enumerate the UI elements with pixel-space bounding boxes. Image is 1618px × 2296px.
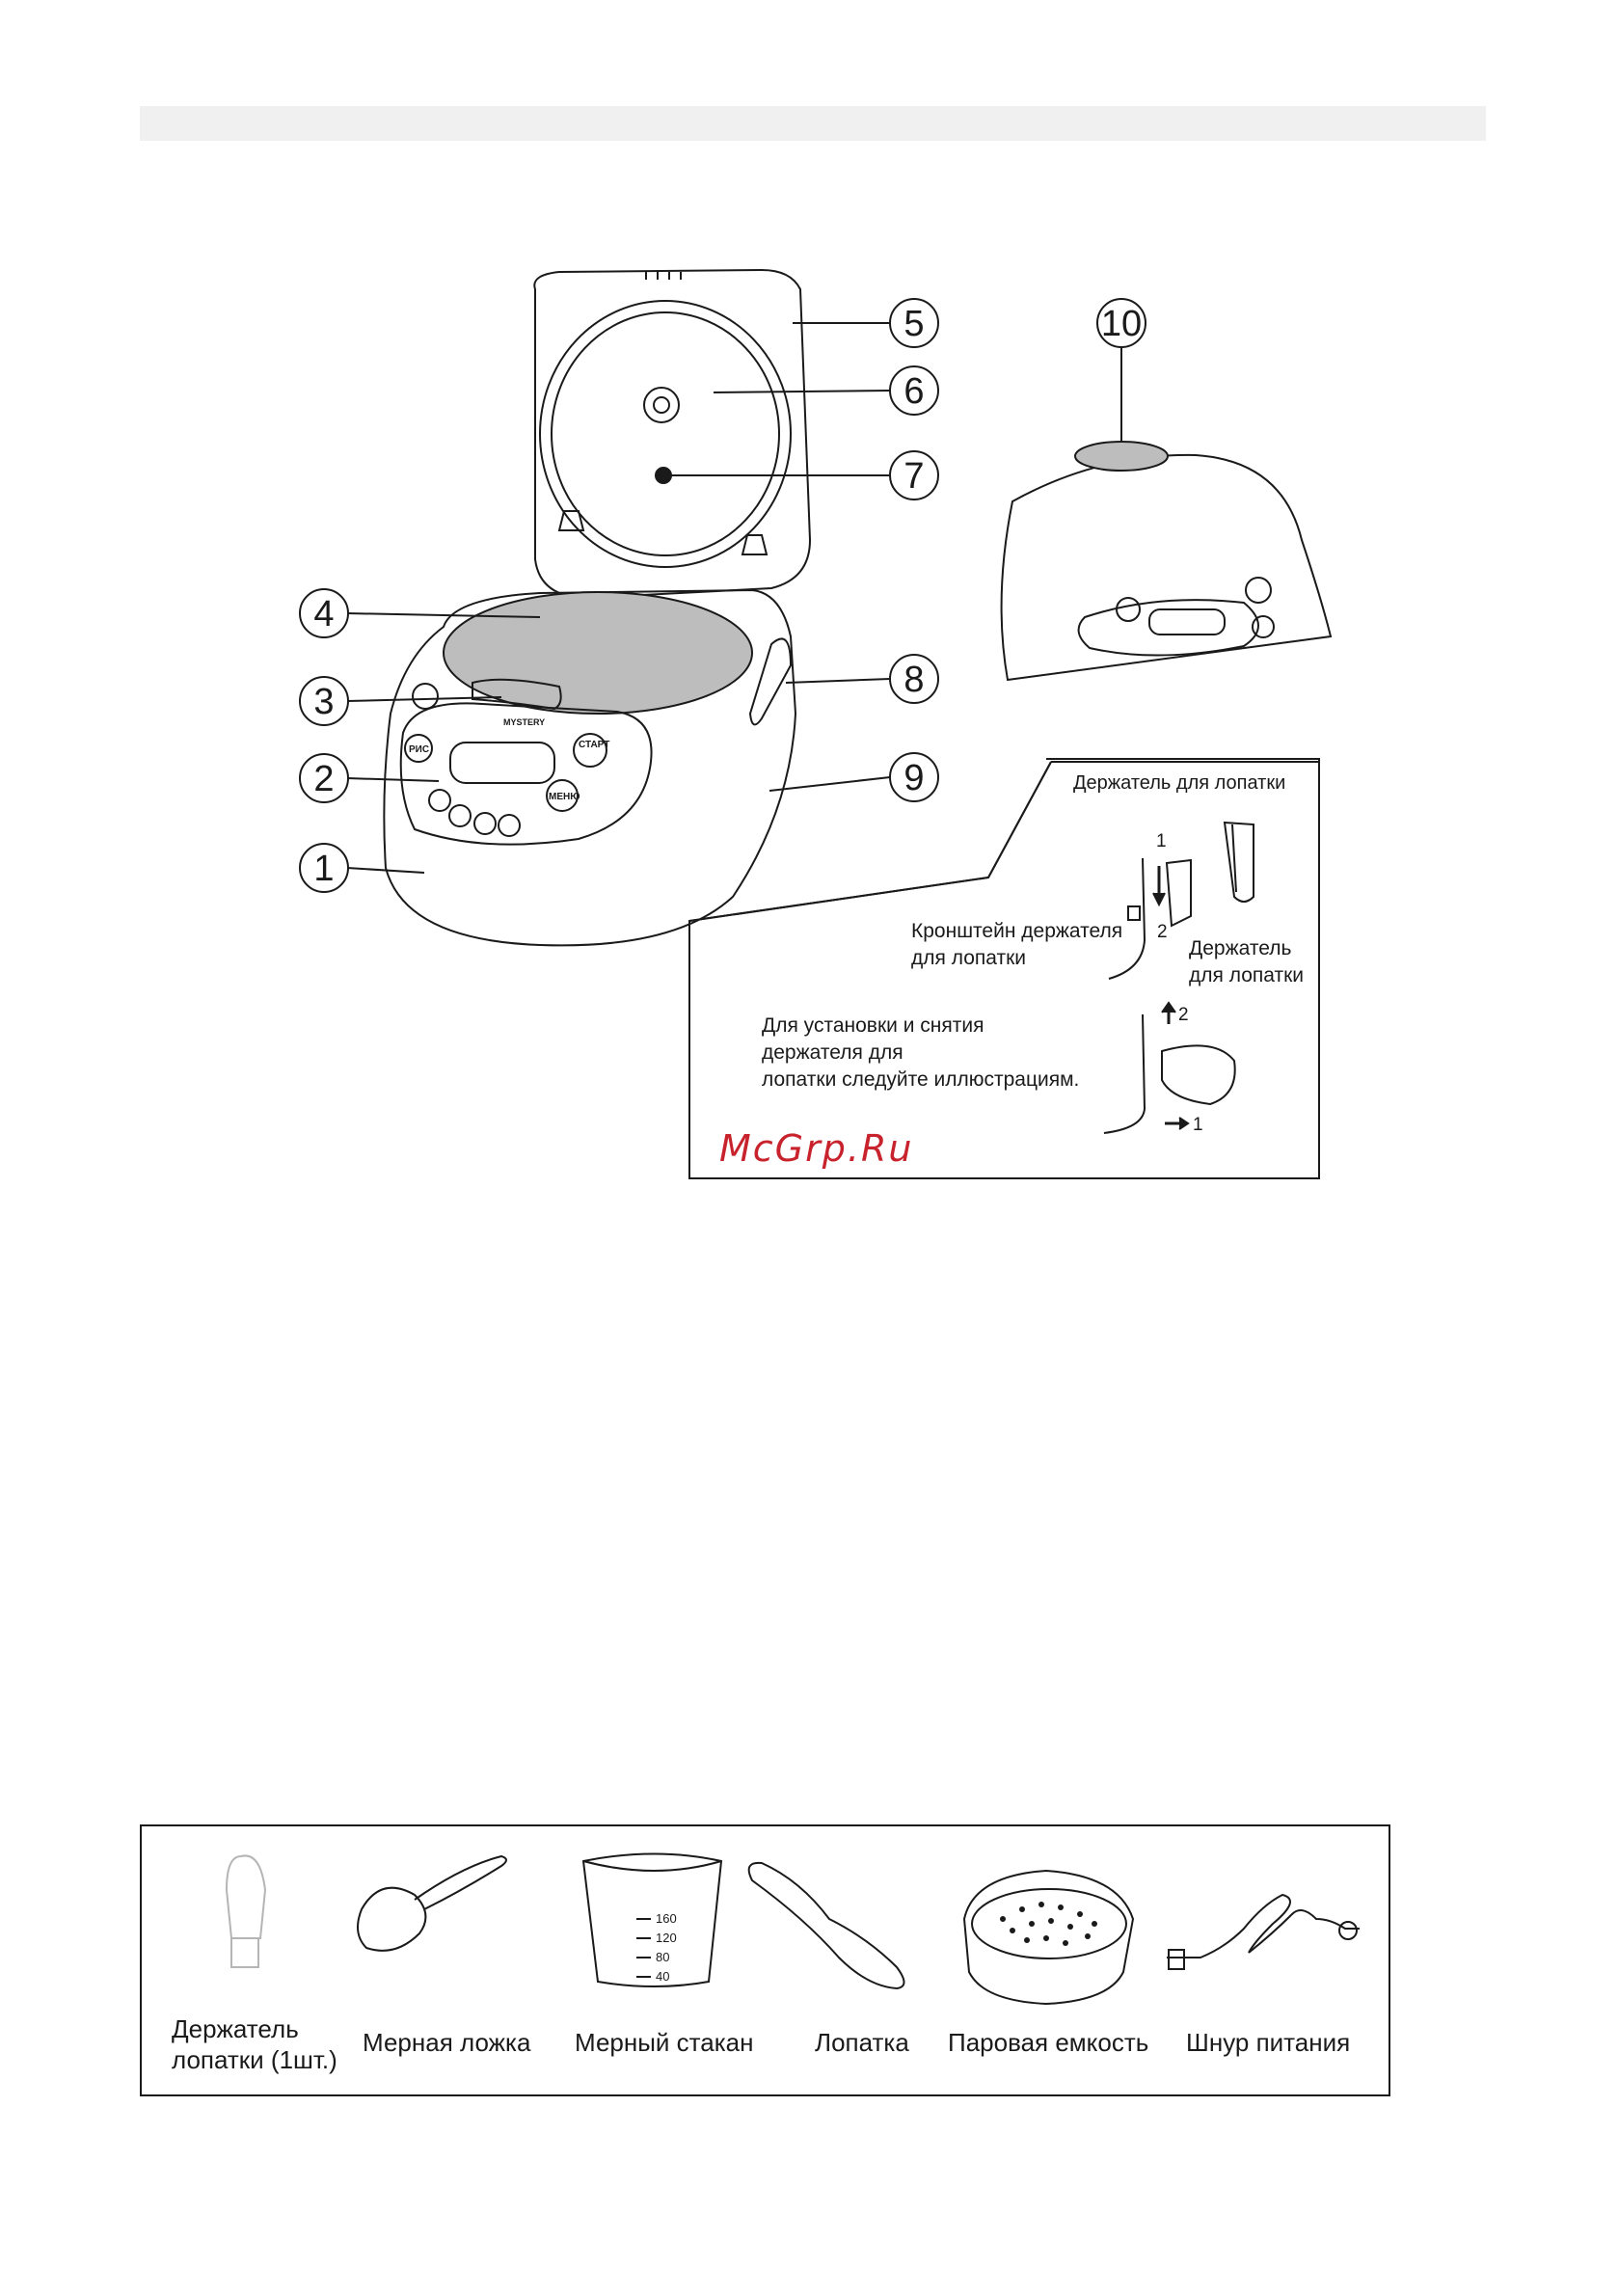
accessory-holder-label: Держатель лопатки (1шт.) bbox=[172, 2014, 337, 2074]
leader-9 bbox=[769, 777, 890, 791]
svg-text:10: 10 bbox=[1100, 304, 1143, 344]
callout-3 bbox=[300, 677, 348, 725]
cup-mark: 160 bbox=[656, 1911, 677, 1926]
inner-pot-opening bbox=[444, 592, 752, 714]
holder-drawing bbox=[1225, 823, 1254, 902]
accessory-steamer-label: Паровая емкость bbox=[948, 2028, 1149, 2057]
step-label: 1 bbox=[1193, 1115, 1203, 1135]
svg-text:4: 4 bbox=[313, 594, 335, 635]
cup-mark: 120 bbox=[656, 1931, 677, 1945]
step-label: 2 bbox=[1157, 922, 1168, 942]
watermark: McGrp.Ru bbox=[719, 1127, 914, 1170]
display bbox=[450, 743, 554, 783]
svg-text:3: 3 bbox=[313, 682, 335, 722]
holder-panel-title: Держатель для лопатки bbox=[1073, 772, 1286, 794]
svg-text:9: 9 bbox=[903, 758, 925, 798]
callout-8 bbox=[890, 655, 938, 703]
steam-valve bbox=[644, 388, 679, 422]
step-label: 1 bbox=[1156, 831, 1167, 851]
callout-2 bbox=[300, 754, 348, 802]
lid-inner-plate bbox=[540, 301, 791, 567]
cup-mark: 40 bbox=[656, 1969, 670, 1984]
callout-6 bbox=[890, 366, 938, 415]
start-badge: СТАРТ bbox=[579, 740, 610, 750]
callout-5 bbox=[890, 299, 938, 347]
cup-mark: 80 bbox=[656, 1950, 670, 1964]
leader-8 bbox=[786, 679, 890, 683]
callout-9 bbox=[890, 753, 938, 801]
leader-2 bbox=[347, 778, 439, 781]
install-instructions: Для установки и снятия держателя для лопатки следуйте иллюстрациям. bbox=[762, 1014, 1080, 1091]
brand-badge: MYSTERY bbox=[503, 717, 546, 727]
accessory-ladle-label: Мерная ложка bbox=[363, 2028, 531, 2057]
callout-1 bbox=[300, 844, 348, 892]
svg-text:1: 1 bbox=[313, 849, 335, 889]
svg-text:5: 5 bbox=[903, 304, 925, 344]
lid-vent bbox=[656, 468, 671, 483]
accessory-cord-label: Шнур питания bbox=[1186, 2028, 1351, 2057]
accessory-cup-label: Мерный стакан bbox=[575, 2028, 754, 2057]
callout-4 bbox=[300, 589, 348, 637]
svg-text:2: 2 bbox=[313, 759, 335, 799]
closed-cooker bbox=[1002, 455, 1331, 680]
svg-text:8: 8 bbox=[903, 660, 925, 700]
rice-badge: РИС bbox=[409, 744, 430, 755]
side-handle bbox=[750, 638, 791, 724]
callout-10 bbox=[1097, 299, 1146, 347]
leader-6 bbox=[714, 391, 890, 392]
holder-label: Держатель для лопатки bbox=[1189, 937, 1305, 986]
callout-7 bbox=[890, 451, 938, 500]
svg-text:6: 6 bbox=[903, 371, 925, 412]
bracket-label: Кронштейн держателя для лопатки bbox=[911, 920, 1123, 969]
step-label: 2 bbox=[1178, 1005, 1189, 1025]
callout-circles bbox=[300, 299, 1146, 892]
lid-outline bbox=[534, 270, 810, 598]
closed-steam-valve bbox=[1075, 442, 1168, 471]
menu-badge: МЕНЮ bbox=[549, 792, 580, 802]
svg-text:7: 7 bbox=[903, 456, 925, 497]
accessory-spatula-label: Лопатка bbox=[815, 2028, 909, 2057]
